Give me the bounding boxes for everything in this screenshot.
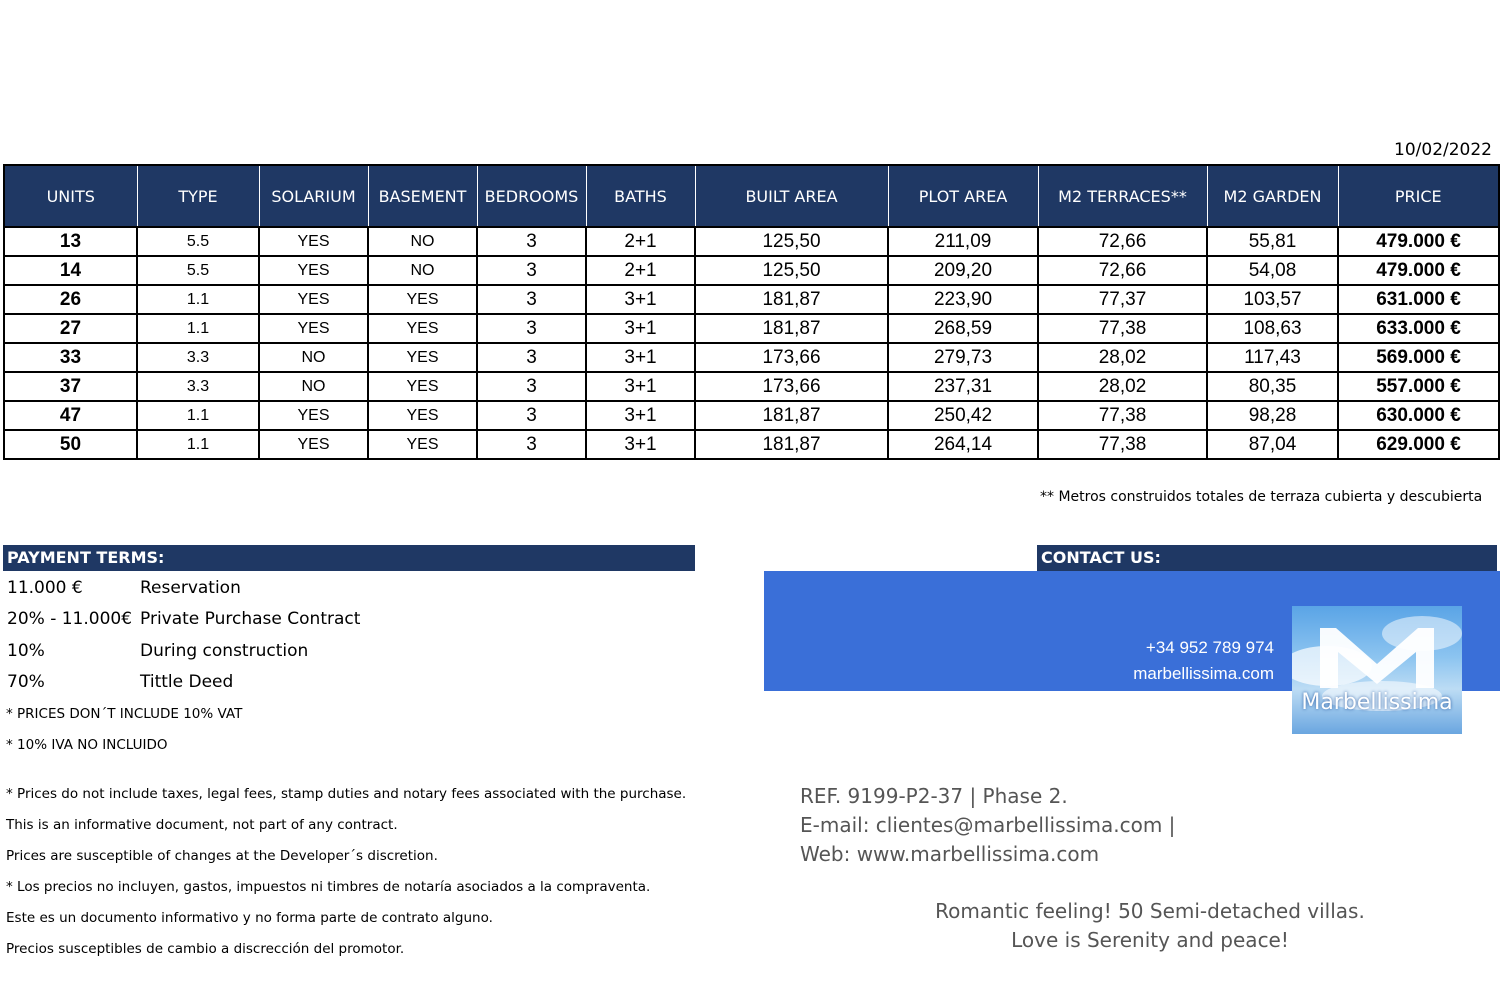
price-cell: 630.000 € [1338,401,1499,430]
payment-amount: 11.000 € [7,578,83,598]
terraces-cell: 72,66 [1038,256,1207,285]
disclaimer-line: Prices are susceptible of changes at the Developer´s discretion. [6,848,438,864]
solarium-cell: YES [259,401,368,430]
price-cell: 557.000 € [1338,372,1499,401]
basement-cell: YES [368,343,477,372]
price-cell: 479.000 € [1338,227,1499,256]
terraces-cell: 77,38 [1038,314,1207,343]
disclaimer-line: This is an informative document, not part of any contract. [6,817,398,833]
col-header: BEDROOMS [477,165,586,227]
payment-row [7,672,233,692]
table-row [4,314,1499,343]
terraces-cell: 72,66 [1038,227,1207,256]
garden-cell: 80,35 [1207,372,1338,401]
table-body [4,227,1499,459]
unit-cell: 47 [4,401,137,430]
garden-cell: 54,08 [1207,256,1338,285]
col-header: BUILT AREA [695,165,888,227]
built-area-cell: 125,50 [695,256,888,285]
type-cell: 1.1 [137,314,259,343]
built-area-cell: 173,66 [695,372,888,401]
basement-cell: YES [368,372,477,401]
basement-cell: YES [368,401,477,430]
table-row [4,256,1499,285]
email-line: E-mail: clientes@marbellissima.com | [800,813,1176,837]
tagline-line: Love is Serenity and peace! [1011,928,1289,952]
price-cell: 569.000 € [1338,343,1499,372]
price-cell: 629.000 € [1338,430,1499,459]
terraces-cell: 77,38 [1038,401,1207,430]
solarium-cell: YES [259,256,368,285]
payment-desc: During construction [140,641,309,661]
plot-area-cell: 279,73 [888,343,1038,372]
payment-row [7,609,360,629]
payment-amount: 20% - 11.000€ [7,609,133,629]
unit-cell: 13 [4,227,137,256]
logo-brand-text: Marbellissima [1301,690,1453,715]
payment-desc: Reservation [140,578,241,598]
col-header: UNITS [4,165,137,227]
payment-desc: Tittle Deed [140,672,234,692]
garden-cell: 55,81 [1207,227,1338,256]
unit-cell: 26 [4,285,137,314]
type-cell: 1.1 [137,285,259,314]
bedrooms-cell: 3 [477,430,586,459]
solarium-cell: NO [259,372,368,401]
table-row [4,401,1499,430]
plot-area-cell: 250,42 [888,401,1038,430]
table-header-row [4,165,1499,227]
table-row [4,372,1499,401]
bedrooms-cell: 3 [477,314,586,343]
bedrooms-cell: 3 [477,372,586,401]
garden-cell: 98,28 [1207,401,1338,430]
table-row [4,285,1499,314]
built-area-cell: 125,50 [695,227,888,256]
units-table [3,164,1500,460]
baths-cell: 3+1 [586,401,695,430]
bedrooms-cell: 3 [477,256,586,285]
plot-area-cell: 211,09 [888,227,1038,256]
type-cell: 5.5 [137,256,259,285]
price-cell: 479.000 € [1338,256,1499,285]
built-area-cell: 181,87 [695,314,888,343]
plot-area-cell: 237,31 [888,372,1038,401]
baths-cell: 3+1 [586,285,695,314]
col-header: BATHS [586,165,695,227]
col-header: TYPE [137,165,259,227]
solarium-cell: YES [259,430,368,459]
payment-amount: 10% [7,641,45,661]
vat-note-es: * 10% IVA NO INCLUIDO [6,737,168,753]
plot-area-cell: 223,90 [888,285,1038,314]
contact-header: CONTACT US: [1037,545,1497,571]
terraces-cell: 77,38 [1038,430,1207,459]
payment-row [7,641,308,661]
payment-row [7,578,241,598]
type-cell: 3.3 [137,343,259,372]
table-row [4,227,1499,256]
terraces-cell: 77,37 [1038,285,1207,314]
contact-phone: +34 952 789 974 [1145,638,1274,657]
type-cell: 3.3 [137,372,259,401]
terraces-footnote: ** Metros construidos totales de terraza cubierta y descubierta [1040,489,1483,505]
marbellissima-logo [1292,606,1462,734]
type-cell: 1.1 [137,401,259,430]
col-header: SOLARIUM [259,165,368,227]
col-header: M2 GARDEN [1207,165,1338,227]
garden-cell: 108,63 [1207,314,1338,343]
built-area-cell: 173,66 [695,343,888,372]
table-row [4,343,1499,372]
tagline-line: Romantic feeling! 50 Semi-detached villas. [935,899,1365,923]
baths-cell: 3+1 [586,430,695,459]
garden-cell: 117,43 [1207,343,1338,372]
baths-cell: 3+1 [586,314,695,343]
table-row [4,430,1499,459]
ref-line: REF. 9199-P2-37 | Phase 2. [800,784,1068,808]
vat-note-en: * PRICES DON´T INCLUDE 10% VAT [6,706,243,722]
plot-area-cell: 264,14 [888,430,1038,459]
basement-cell: YES [368,314,477,343]
unit-cell: 33 [4,343,137,372]
type-cell: 5.5 [137,227,259,256]
col-header: PLOT AREA [888,165,1038,227]
built-area-cell: 181,87 [695,401,888,430]
unit-cell: 37 [4,372,137,401]
col-header: BASEMENT [368,165,477,227]
baths-cell: 2+1 [586,227,695,256]
terraces-cell: 28,02 [1038,372,1207,401]
disclaimer-line: Este es un documento informativo y no forma parte de contrato alguno. [6,910,493,926]
bedrooms-cell: 3 [477,401,586,430]
basement-cell: NO [368,227,477,256]
bedrooms-cell: 3 [477,285,586,314]
basement-cell: NO [368,256,477,285]
payment-terms-header: PAYMENT TERMS: [3,545,695,571]
built-area-cell: 181,87 [695,285,888,314]
solarium-cell: YES [259,227,368,256]
basement-cell: YES [368,430,477,459]
solarium-cell: YES [259,314,368,343]
baths-cell: 3+1 [586,343,695,372]
bedrooms-cell: 3 [477,227,586,256]
document-date: 10/02/2022 [1394,140,1492,160]
disclaimer-line: Precios susceptibles de cambio a discrección del promotor. [6,941,405,957]
baths-cell: 3+1 [586,372,695,401]
unit-cell: 27 [4,314,137,343]
price-cell: 633.000 € [1338,314,1499,343]
garden-cell: 103,57 [1207,285,1338,314]
disclaimer-line: * Prices do not include taxes, legal fees, stamp duties and notary fees associated with the purchase. [6,786,687,802]
m-logo-icon [1320,626,1434,688]
solarium-cell: YES [259,285,368,314]
web-line: Web: www.marbellissima.com [800,842,1100,866]
type-cell: 1.1 [137,430,259,459]
unit-cell: 50 [4,430,137,459]
plot-area-cell: 268,59 [888,314,1038,343]
built-area-cell: 181,87 [695,430,888,459]
unit-cell: 14 [4,256,137,285]
col-header: PRICE [1338,165,1499,227]
contact-website: marbellissima.com [1133,664,1274,683]
price-cell: 631.000 € [1338,285,1499,314]
payment-amount: 70% [7,672,45,692]
col-header: M2 TERRACES** [1038,165,1207,227]
bedrooms-cell: 3 [477,343,586,372]
baths-cell: 2+1 [586,256,695,285]
terraces-cell: 28,02 [1038,343,1207,372]
disclaimer-line: * Los precios no incluyen, gastos, impuestos ni timbres de notaría asociados a la compraventa. [6,879,651,895]
garden-cell: 87,04 [1207,430,1338,459]
solarium-cell: NO [259,343,368,372]
basement-cell: YES [368,285,477,314]
payment-desc: Private Purchase Contract [140,609,361,629]
plot-area-cell: 209,20 [888,256,1038,285]
